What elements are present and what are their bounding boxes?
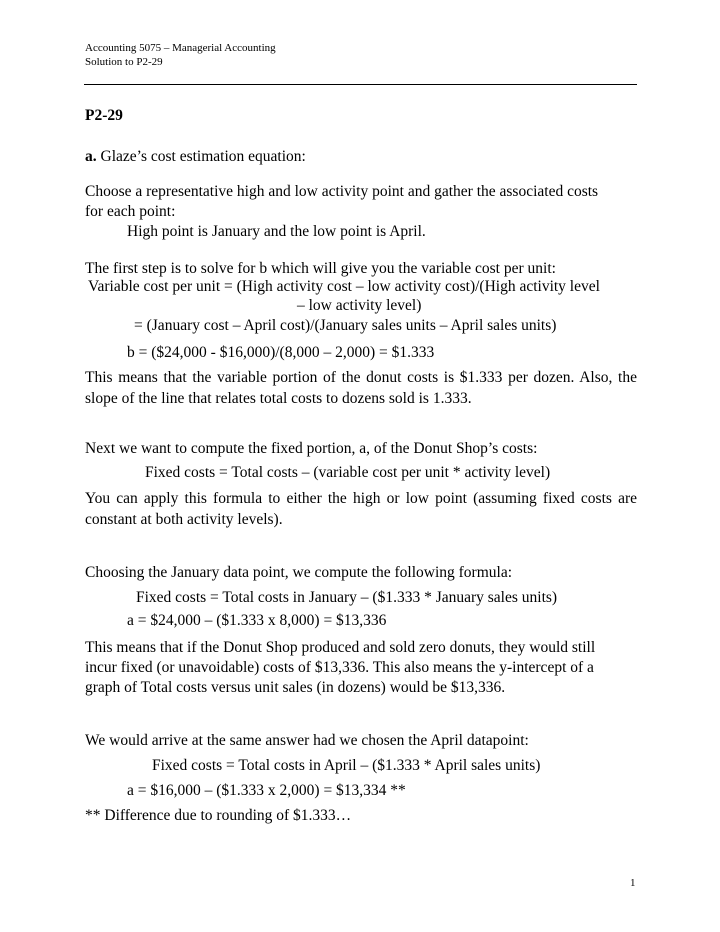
rounding-footnote: ** Difference due to rounding of $1.333… — [85, 807, 352, 824]
header-course: Accounting 5075 – Managerial Accounting — [85, 42, 276, 54]
step2-intro: Next we want to compute the fixed portion, a, of the Donut Shop’s costs: — [85, 440, 538, 457]
fixed-cost-note: You can apply this formula to either the high or low point (assuming fixed costs are constant at both activity levels). — [85, 490, 637, 528]
january-explain-3: graph of Total costs versus unit sales (in dozens) would be $13,336. — [85, 679, 506, 696]
choose-line-2: for each point: — [85, 203, 176, 220]
fixed-cost-formula: Fixed costs = Total costs – (variable cost per unit * activity level) — [145, 464, 551, 481]
header-subtitle: Solution to P2-29 — [85, 56, 163, 68]
variable-cost-formula-1: Variable cost per unit = (High activity cost – low activity cost)/(High activity level — [88, 278, 600, 295]
b-calculation: b = ($24,000 - $16,000)/(8,000 – 2,000) = $1.333 — [127, 344, 435, 361]
january-calculation: a = $24,000 – ($1.333 x 8,000) = $13,336 — [127, 612, 387, 629]
part-a-label: a. — [85, 148, 97, 165]
april-intro: We would arrive at the same answer had we chosen the April datapoint: — [85, 732, 529, 749]
page-number: 1 — [630, 877, 636, 889]
variable-cost-formula-3: = (January cost – April cost)/(January sales units – April sales units) — [134, 317, 557, 334]
variable-cost-explanation: This means that the variable portion of the donut costs is $1.333 per dozen. Also, the slope of the line that relates total costs to dozens sold is 1.333. — [85, 369, 637, 407]
april-formula: Fixed costs = Total costs in April – ($1.333 * April sales units) — [152, 757, 541, 774]
part-a-heading — [85, 147, 306, 167]
header-rule — [84, 84, 637, 85]
variable-cost-formula-2: – low activity level) — [297, 297, 422, 314]
high-low-points: High point is January and the low point is April. — [127, 223, 426, 240]
part-a-text: Glaze’s cost estimation equation: — [96, 148, 306, 165]
april-calculation: a = $16,000 – ($1.333 x 2,000) = $13,334 ** — [127, 782, 406, 799]
step1-intro: The first step is to solve for b which will give you the variable cost per unit: — [85, 260, 556, 277]
january-explain-1: This means that if the Donut Shop produced and sold zero donuts, they would still — [85, 639, 596, 656]
problem-title: P2-29 — [85, 107, 123, 124]
january-formula: Fixed costs = Total costs in January – ($1.333 * January sales units) — [136, 589, 558, 606]
january-intro: Choosing the January data point, we compute the following formula: — [85, 564, 513, 581]
january-explain-2: incur fixed (or unavoidable) costs of $13,336. This also means the y-intercept of a — [85, 659, 594, 676]
choose-line-1: Choose a representative high and low activity point and gather the associated costs — [85, 183, 599, 200]
